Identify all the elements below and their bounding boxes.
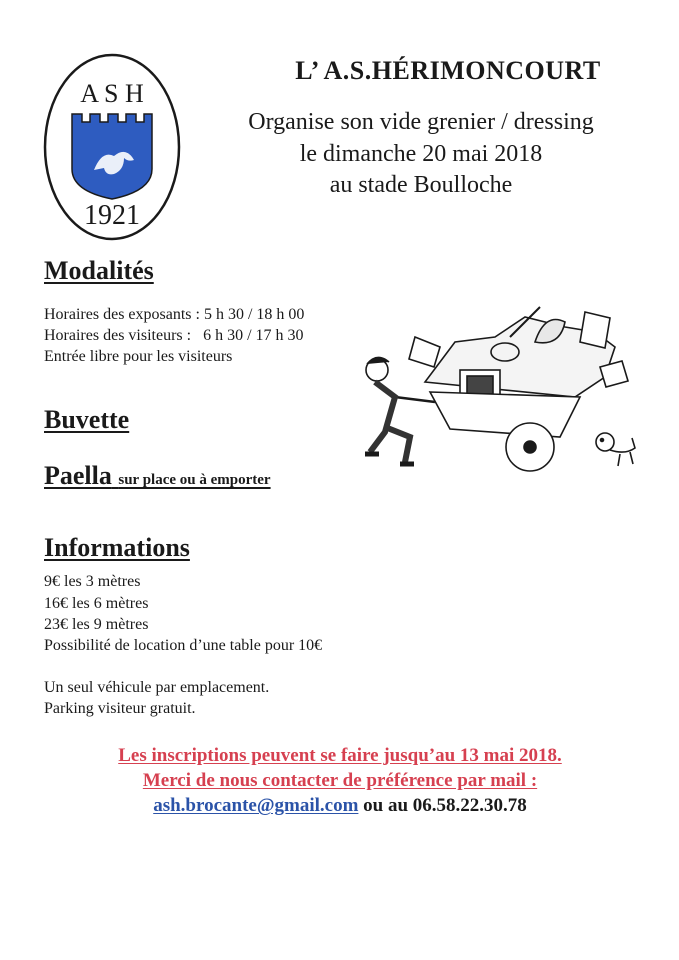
informations-heading: Informations bbox=[44, 533, 190, 562]
paella-heading bbox=[44, 461, 271, 491]
modalites-line: Horaires des exposants : 5 h 30 / 18 h 00 bbox=[44, 306, 305, 323]
buvette-heading: Buvette bbox=[44, 405, 130, 434]
price-line: 9€ les 3 mètres bbox=[44, 573, 141, 590]
club-crest-icon bbox=[42, 52, 182, 242]
price-line: 23€ les 9 mètres bbox=[44, 616, 149, 633]
note-line: Parking visiteur gratuit. bbox=[44, 700, 196, 717]
logo-letters: A S H bbox=[80, 79, 144, 108]
note-line: Un seul véhicule par emplacement. bbox=[44, 679, 270, 696]
modalites-heading: Modalités bbox=[44, 256, 154, 285]
contact-line bbox=[40, 795, 640, 817]
paella-subtitle: sur place ou à emporter bbox=[118, 472, 271, 488]
club-logo bbox=[42, 52, 182, 242]
event-venue: au stade Boulloche bbox=[329, 172, 513, 198]
event-date: le dimanche 20 mai 2018 bbox=[299, 141, 543, 167]
price-line: 16€ les 6 mètres bbox=[44, 595, 149, 612]
paella-title: Paella bbox=[44, 461, 112, 490]
event-line: Organise son vide grenier / dressing bbox=[248, 109, 594, 135]
phone-text: ou au 06.58.22.30.78 bbox=[358, 795, 527, 816]
table-rental-line: Possibilité de location d’une table pour 10€ bbox=[44, 637, 323, 654]
modalites-line: Entrée libre pour les visiteurs bbox=[44, 348, 233, 365]
wheelbarrow-icon bbox=[355, 282, 645, 482]
club-name: L’ A.S.HÉRIMONCOURT bbox=[295, 56, 601, 85]
modalites-line: Horaires des visiteurs : 6 h 30 / 17 h 30 bbox=[44, 327, 304, 344]
wheelbarrow-illustration bbox=[355, 282, 645, 482]
logo-year: 1921 bbox=[84, 200, 140, 231]
registration-deadline: Les inscriptions peuvent se faire jusqu’au 13 mai 2018. bbox=[118, 745, 562, 766]
email-link[interactable]: ash.brocante@gmail.com bbox=[153, 795, 359, 816]
contact-request: Merci de nous contacter de préférence par mail : bbox=[142, 770, 538, 791]
